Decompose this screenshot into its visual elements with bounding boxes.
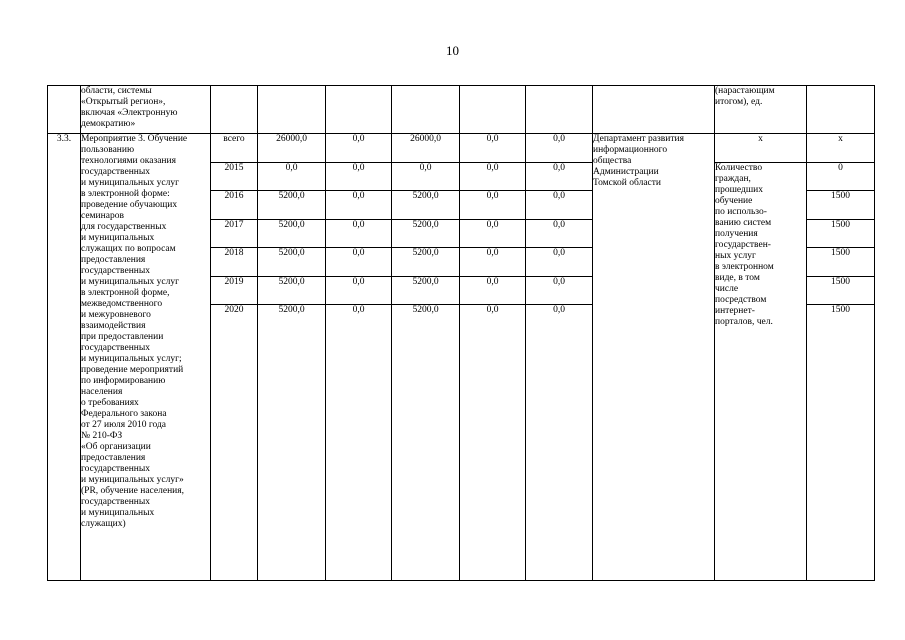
local-cell: 0,0 bbox=[460, 134, 526, 163]
value-cell: 1500 bbox=[807, 191, 875, 220]
federal-cell: 0,0 bbox=[326, 248, 392, 277]
measure-name-cont: области, системы «Открытый регион», включая «Электронную демократию» bbox=[81, 86, 211, 134]
other-cell: 0,0 bbox=[526, 220, 593, 248]
total-cell: 26000,0 bbox=[258, 134, 326, 163]
period-cell: 2017 bbox=[211, 220, 258, 248]
other-cell: 0,0 bbox=[526, 277, 593, 305]
value-cell: 1500 bbox=[807, 305, 875, 581]
local-cell: 0,0 bbox=[460, 277, 526, 305]
page-number: 10 bbox=[446, 43, 459, 58]
value-cell: 1500 bbox=[807, 277, 875, 305]
cell-empty bbox=[392, 86, 460, 134]
regional-cell: 26000,0 bbox=[392, 134, 460, 163]
local-cell: 0,0 bbox=[460, 248, 526, 277]
value-total-mark: x bbox=[807, 134, 875, 163]
federal-cell: 0,0 bbox=[326, 134, 392, 163]
indicator-name: Количество граждан, прошедших обучение по использо- ванию систем получения государствен- ных услуг в электронном виде, в том числе посредством интернет- порталов, чел. bbox=[715, 163, 807, 581]
table-row bbox=[48, 134, 875, 163]
cell-empty bbox=[258, 86, 326, 134]
other-cell: 0,0 bbox=[526, 134, 593, 163]
federal-cell: 0,0 bbox=[326, 220, 392, 248]
regional-cell: 0,0 bbox=[392, 163, 460, 191]
other-cell: 0,0 bbox=[526, 163, 593, 191]
cell-empty bbox=[526, 86, 593, 134]
executor-cell: Департамент развития информационного общества Администрации Томской области bbox=[593, 134, 715, 581]
local-cell: 0,0 bbox=[460, 163, 526, 191]
regional-cell: 5200,0 bbox=[392, 191, 460, 220]
total-cell: 0,0 bbox=[258, 163, 326, 191]
total-cell: 5200,0 bbox=[258, 191, 326, 220]
total-cell: 5200,0 bbox=[258, 277, 326, 305]
federal-cell: 0,0 bbox=[326, 191, 392, 220]
indicator-name-cont: (нарастающим итогом), ед. bbox=[715, 86, 807, 134]
local-cell: 0,0 bbox=[460, 191, 526, 220]
period-cell: 2018 bbox=[211, 248, 258, 277]
period-cell: 2019 bbox=[211, 277, 258, 305]
value-cell: 0 bbox=[807, 163, 875, 191]
regional-cell: 5200,0 bbox=[392, 220, 460, 248]
cell-empty bbox=[593, 86, 715, 134]
measure-number: 3.3. bbox=[48, 134, 81, 581]
indicator-total-mark: x bbox=[715, 134, 807, 163]
total-cell: 5200,0 bbox=[258, 220, 326, 248]
period-cell: всего bbox=[211, 134, 258, 163]
other-cell: 0,0 bbox=[526, 305, 593, 581]
value-cell: 1500 bbox=[807, 220, 875, 248]
regional-cell: 5200,0 bbox=[392, 248, 460, 277]
period-cell: 2016 bbox=[211, 191, 258, 220]
cell-empty bbox=[48, 86, 81, 134]
total-cell: 5200,0 bbox=[258, 305, 326, 581]
period-cell: 2015 bbox=[211, 163, 258, 191]
federal-cell: 0,0 bbox=[326, 163, 392, 191]
continuation-row bbox=[48, 86, 875, 134]
local-cell: 0,0 bbox=[460, 220, 526, 248]
federal-cell: 0,0 bbox=[326, 277, 392, 305]
total-cell: 5200,0 bbox=[258, 248, 326, 277]
other-cell: 0,0 bbox=[526, 248, 593, 277]
regional-cell: 5200,0 bbox=[392, 305, 460, 581]
cell-empty bbox=[460, 86, 526, 134]
program-table bbox=[47, 85, 875, 581]
other-cell: 0,0 bbox=[526, 191, 593, 220]
regional-cell: 5200,0 bbox=[392, 277, 460, 305]
cell-empty bbox=[326, 86, 392, 134]
period-cell: 2020 bbox=[211, 305, 258, 581]
cell-empty bbox=[211, 86, 258, 134]
value-cell: 1500 bbox=[807, 248, 875, 277]
local-cell: 0,0 bbox=[460, 305, 526, 581]
cell-empty bbox=[807, 86, 875, 134]
measure-name: Мероприятие 3. Обучение пользованию технологиями оказания государственных и муниципальных услуг в электронной форме: проведение обучающих семинаров для государственных и муниципальных служащих по вопросам предоставления государственных и муниципальных услуг в электронной форме, межведомственного и межуровневого взаимодействия при предоставлении государственных и муниципальных услуг; проведение мероприятий по информированию населения о требованиях Федерального закона от 27 июля 2010 года № 210-ФЗ «Об организации предоставления государственных и муниципальных услуг» (PR, обучение населения, государственных и муниципальных служащих) bbox=[81, 134, 211, 581]
federal-cell: 0,0 bbox=[326, 305, 392, 581]
